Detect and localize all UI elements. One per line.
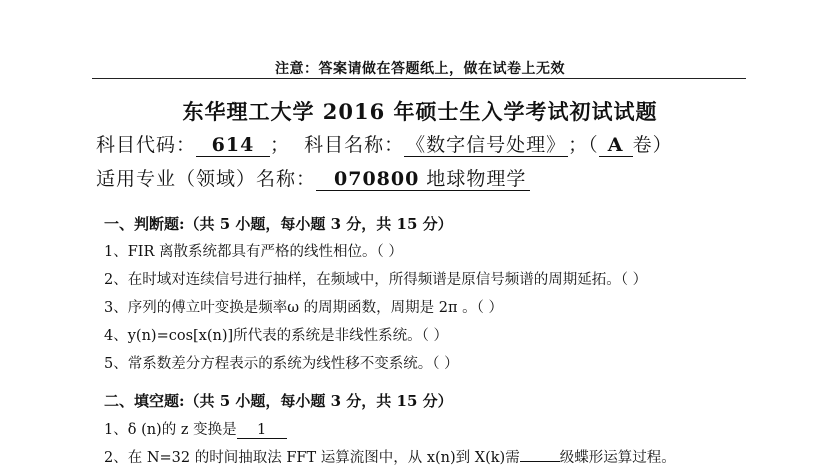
question-item: [104, 418, 287, 439]
section-heading-fill-blank: 二、填空题:（共 5 小题，每小题 3 分，共 15 分）: [104, 392, 453, 410]
question-text: 2、在 N=32 的时间抽取法 FFT 运算流图中，从 x(n)到 X(k)需: [104, 450, 520, 466]
major-code: 070800: [334, 168, 420, 190]
version-open: ；（: [568, 134, 599, 156]
subject-name-label: 科目名称：: [304, 134, 405, 156]
question-item: 1、FIR 离散系统都具有严格的线性相位。（ ）: [104, 244, 403, 260]
major-name: 地球物理学: [419, 168, 527, 190]
subject-code-value: 614: [196, 134, 270, 157]
subject-name-value: 《数字信号处理》: [406, 134, 567, 156]
header-divider: [92, 78, 746, 79]
major-value: [316, 168, 530, 191]
major-label: 适用专业（领域）名称：: [96, 168, 317, 190]
question-text: 1、δ (n)的 z 变换是: [104, 422, 237, 438]
question-text-suffix: 级蝶形运算过程。: [559, 450, 676, 466]
question-item: 4、y(n)=cos[x(n)]所代表的系统是非线性系统。（ ）: [104, 328, 449, 344]
answer-notice: 注意：答案请做在答题纸上，做在试卷上无效: [275, 61, 565, 77]
subject-line: [96, 130, 673, 157]
answer-blank: [520, 461, 560, 462]
version-close: 卷）: [632, 134, 673, 156]
answer-blank: 1: [237, 422, 287, 439]
question-item: 2、在时域对连续信号进行抽样，在频域中，所得频谱是原信号频谱的周期延拓。（ ）: [104, 272, 648, 288]
version-value: A: [599, 134, 633, 157]
subject-code-label: 科目代码：: [96, 134, 197, 156]
question-item: 3、序列的傅立叶变换是频率ω 的周期函数，周期是 2π 。（ ）: [104, 300, 503, 316]
section-heading-judgement: 一、判断题:（共 5 小题，每小题 3 分，共 15 分）: [104, 215, 453, 233]
major-line: [96, 164, 530, 191]
question-item: [104, 446, 676, 467]
subject-separator: ；: [270, 134, 291, 156]
question-item: 5、常系数差分方程表示的系统为线性移不变系统。（ ）: [104, 356, 459, 372]
exam-title: 东华理工大学 2016 年硕士生入学考试初试试题: [182, 99, 658, 124]
